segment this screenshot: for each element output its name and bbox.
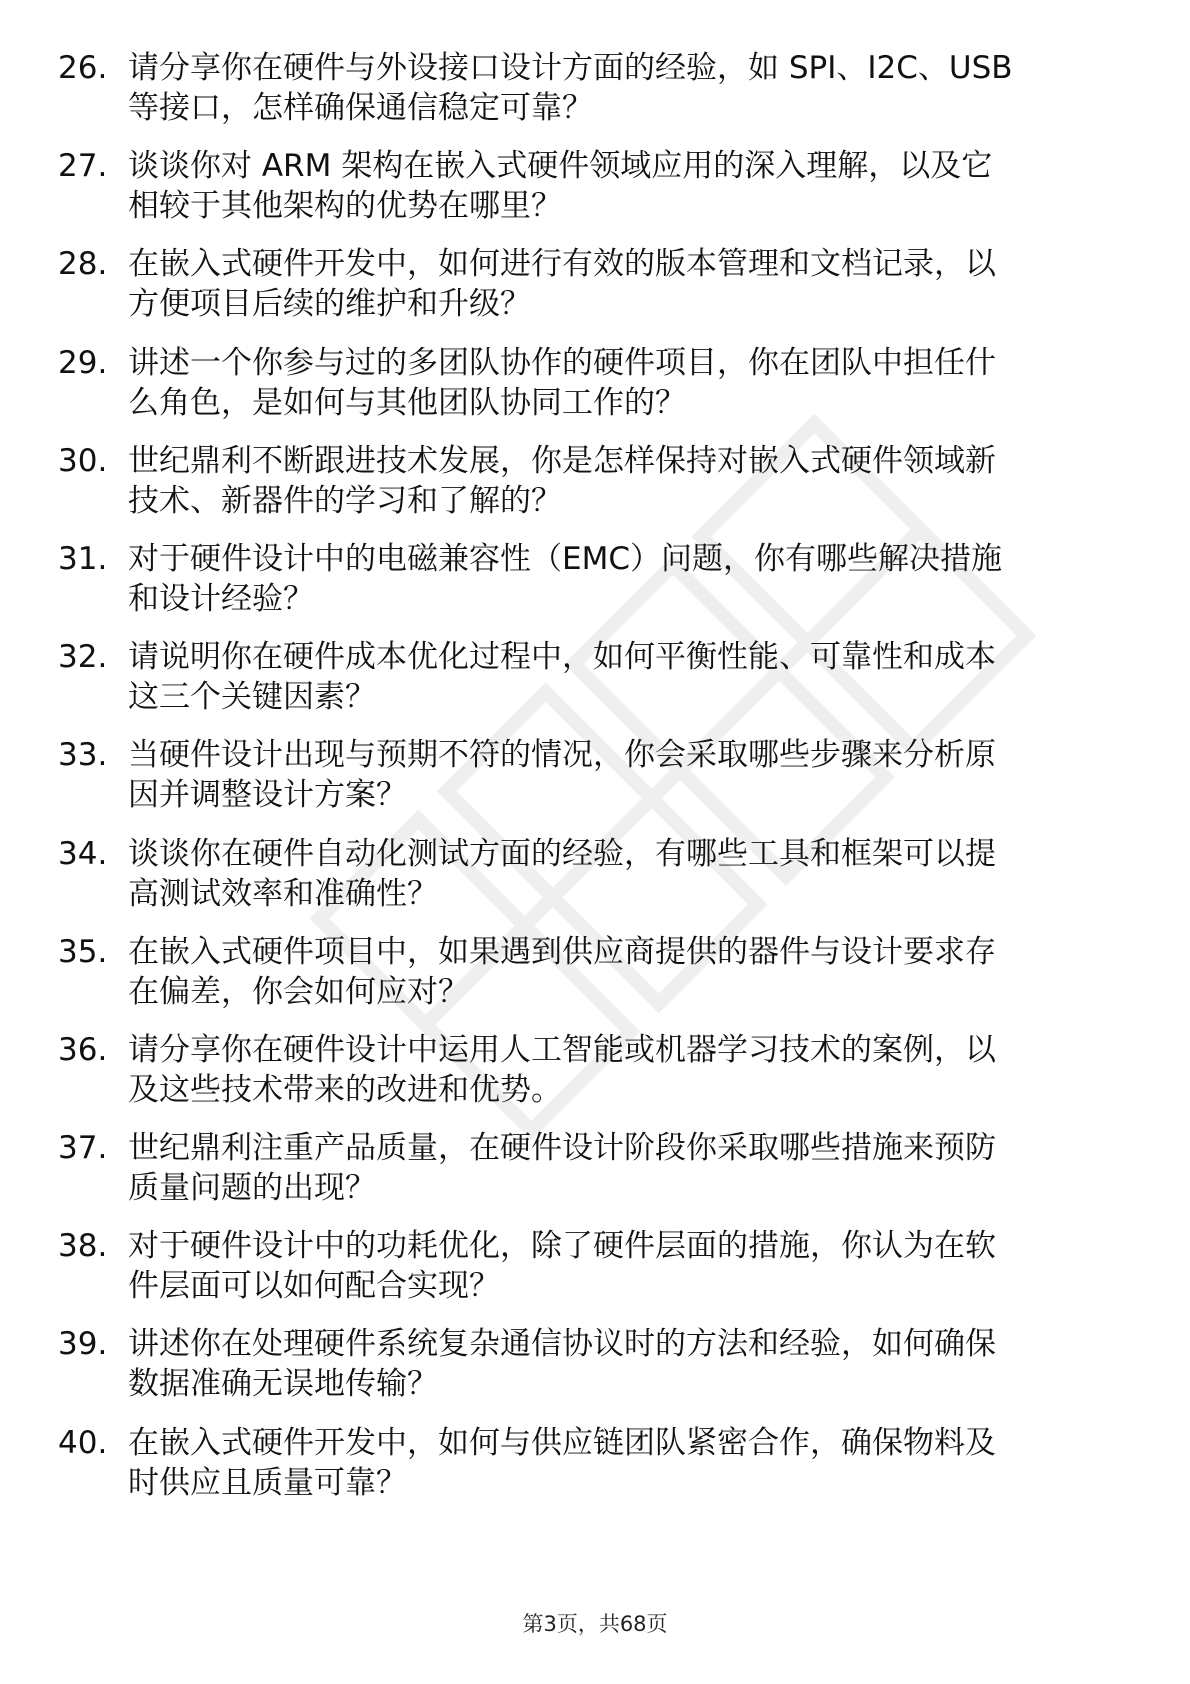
question-text bbox=[128, 735, 1168, 815]
question-line: 技术、新器件的学习和了解的？ bbox=[128, 482, 562, 519]
question-text bbox=[128, 834, 1168, 914]
question-number: 27. bbox=[58, 148, 108, 185]
question-number: 31. bbox=[58, 540, 108, 577]
question-text bbox=[128, 343, 1168, 423]
question-item bbox=[58, 1226, 1138, 1306]
question-text bbox=[128, 1030, 1168, 1110]
question-item bbox=[58, 441, 1138, 521]
question-text bbox=[128, 539, 1168, 619]
question-line: 因并调整设计方案？ bbox=[128, 777, 407, 814]
question-line: 时供应且质量可靠？ bbox=[128, 1464, 407, 1501]
question-number: 32. bbox=[58, 639, 108, 676]
question-line: 请说明你在硬件成本优化过程中，如何平衡性能、可靠性和成本 bbox=[128, 639, 996, 676]
question-line: 请分享你在硬件与外设接口设计方面的经验，如 SPI、I2C、USB bbox=[128, 50, 1013, 86]
question-line: 当硬件设计出现与预期不符的情况，你会采取哪些步骤来分析原 bbox=[128, 737, 996, 774]
question-item bbox=[58, 1423, 1138, 1503]
question-item bbox=[58, 932, 1138, 1012]
question-text bbox=[128, 146, 1168, 226]
question-text bbox=[128, 1423, 1168, 1503]
question-line: 和设计经验？ bbox=[128, 580, 314, 617]
question-number: 34. bbox=[58, 835, 108, 872]
question-number: 28. bbox=[58, 246, 108, 283]
question-number: 33. bbox=[58, 737, 108, 774]
question-item bbox=[58, 735, 1138, 815]
question-line: 谈谈你对 ARM 架构在嵌入式硬件领域应用的深入理解，以及它 bbox=[128, 148, 993, 185]
question-text bbox=[128, 48, 1168, 128]
question-item bbox=[58, 539, 1138, 619]
question-number: 37. bbox=[58, 1130, 108, 1167]
question-item bbox=[58, 1128, 1138, 1208]
question-number: 39. bbox=[58, 1326, 108, 1363]
question-line: 数据准确无误地传输？ bbox=[128, 1366, 438, 1403]
question-line: 讲述你在处理硬件系统复杂通信协议时的方法和经验，如何确保 bbox=[128, 1326, 996, 1363]
question-text bbox=[128, 932, 1168, 1012]
question-item bbox=[58, 834, 1138, 914]
question-line: 等接口，怎样确保通信稳定可靠？ bbox=[128, 90, 593, 126]
question-number: 38. bbox=[58, 1228, 108, 1265]
question-line: 这三个关键因素？ bbox=[128, 679, 376, 716]
question-line: 相较于其他架构的优势在哪里？ bbox=[128, 188, 562, 225]
question-line: 么角色，是如何与其他团队协同工作的？ bbox=[128, 384, 686, 421]
question-line: 在嵌入式硬件项目中，如果遇到供应商提供的器件与设计要求存 bbox=[128, 933, 996, 970]
question-item bbox=[58, 637, 1138, 717]
question-item bbox=[58, 1030, 1138, 1110]
question-text bbox=[128, 1226, 1168, 1306]
question-text bbox=[128, 637, 1168, 717]
question-line: 在偏差，你会如何应对？ bbox=[128, 973, 469, 1010]
question-number: 29. bbox=[58, 344, 108, 381]
question-line: 及这些技术带来的改进和优势。 bbox=[128, 1071, 562, 1108]
question-line: 件层面可以如何配合实现？ bbox=[128, 1268, 500, 1305]
question-line: 对于硬件设计中的电磁兼容性（EMC）问题，你有哪些解决措施 bbox=[128, 540, 1002, 577]
question-item bbox=[58, 48, 1138, 128]
question-line: 在嵌入式硬件开发中，如何进行有效的版本管理和文档记录，以 bbox=[128, 246, 996, 283]
question-number: 35. bbox=[58, 933, 108, 970]
question-text bbox=[128, 244, 1168, 324]
question-item bbox=[58, 1324, 1138, 1404]
question-line: 对于硬件设计中的功耗优化，除了硬件层面的措施，你认为在软 bbox=[128, 1228, 996, 1265]
question-text bbox=[128, 441, 1168, 521]
question-line: 世纪鼎利不断跟进技术发展，你是怎样保持对嵌入式硬件领域新 bbox=[128, 442, 996, 479]
question-line: 世纪鼎利注重产品质量，在硬件设计阶段你采取哪些措施来预防 bbox=[128, 1130, 996, 1167]
question-number: 30. bbox=[58, 442, 108, 479]
question-item bbox=[58, 244, 1138, 324]
question-text bbox=[128, 1128, 1168, 1208]
question-line: 质量问题的出现？ bbox=[128, 1170, 376, 1207]
question-text bbox=[128, 1324, 1168, 1404]
question-item bbox=[58, 146, 1138, 226]
question-line: 高测试效率和准确性？ bbox=[128, 875, 438, 912]
question-line: 在嵌入式硬件开发中，如何与供应链团队紧密合作，确保物料及 bbox=[128, 1424, 996, 1461]
question-line: 谈谈你在硬件自动化测试方面的经验，有哪些工具和框架可以提 bbox=[128, 835, 996, 872]
question-number: 40. bbox=[58, 1424, 108, 1461]
question-number: 36. bbox=[58, 1031, 108, 1068]
question-line: 讲述一个你参与过的多团队协作的硬件项目，你在团队中担任什 bbox=[128, 344, 996, 381]
page-number-label: 第3页，共68页 bbox=[522, 1612, 668, 1636]
question-line: 请分享你在硬件设计中运用人工智能或机器学习技术的案例，以 bbox=[128, 1031, 996, 1068]
question-list bbox=[58, 48, 1138, 1521]
question-line: 方便项目后续的维护和升级？ bbox=[128, 286, 531, 323]
page-footer bbox=[0, 1608, 1190, 1638]
question-number: 26. bbox=[58, 50, 108, 86]
question-item bbox=[58, 343, 1138, 423]
